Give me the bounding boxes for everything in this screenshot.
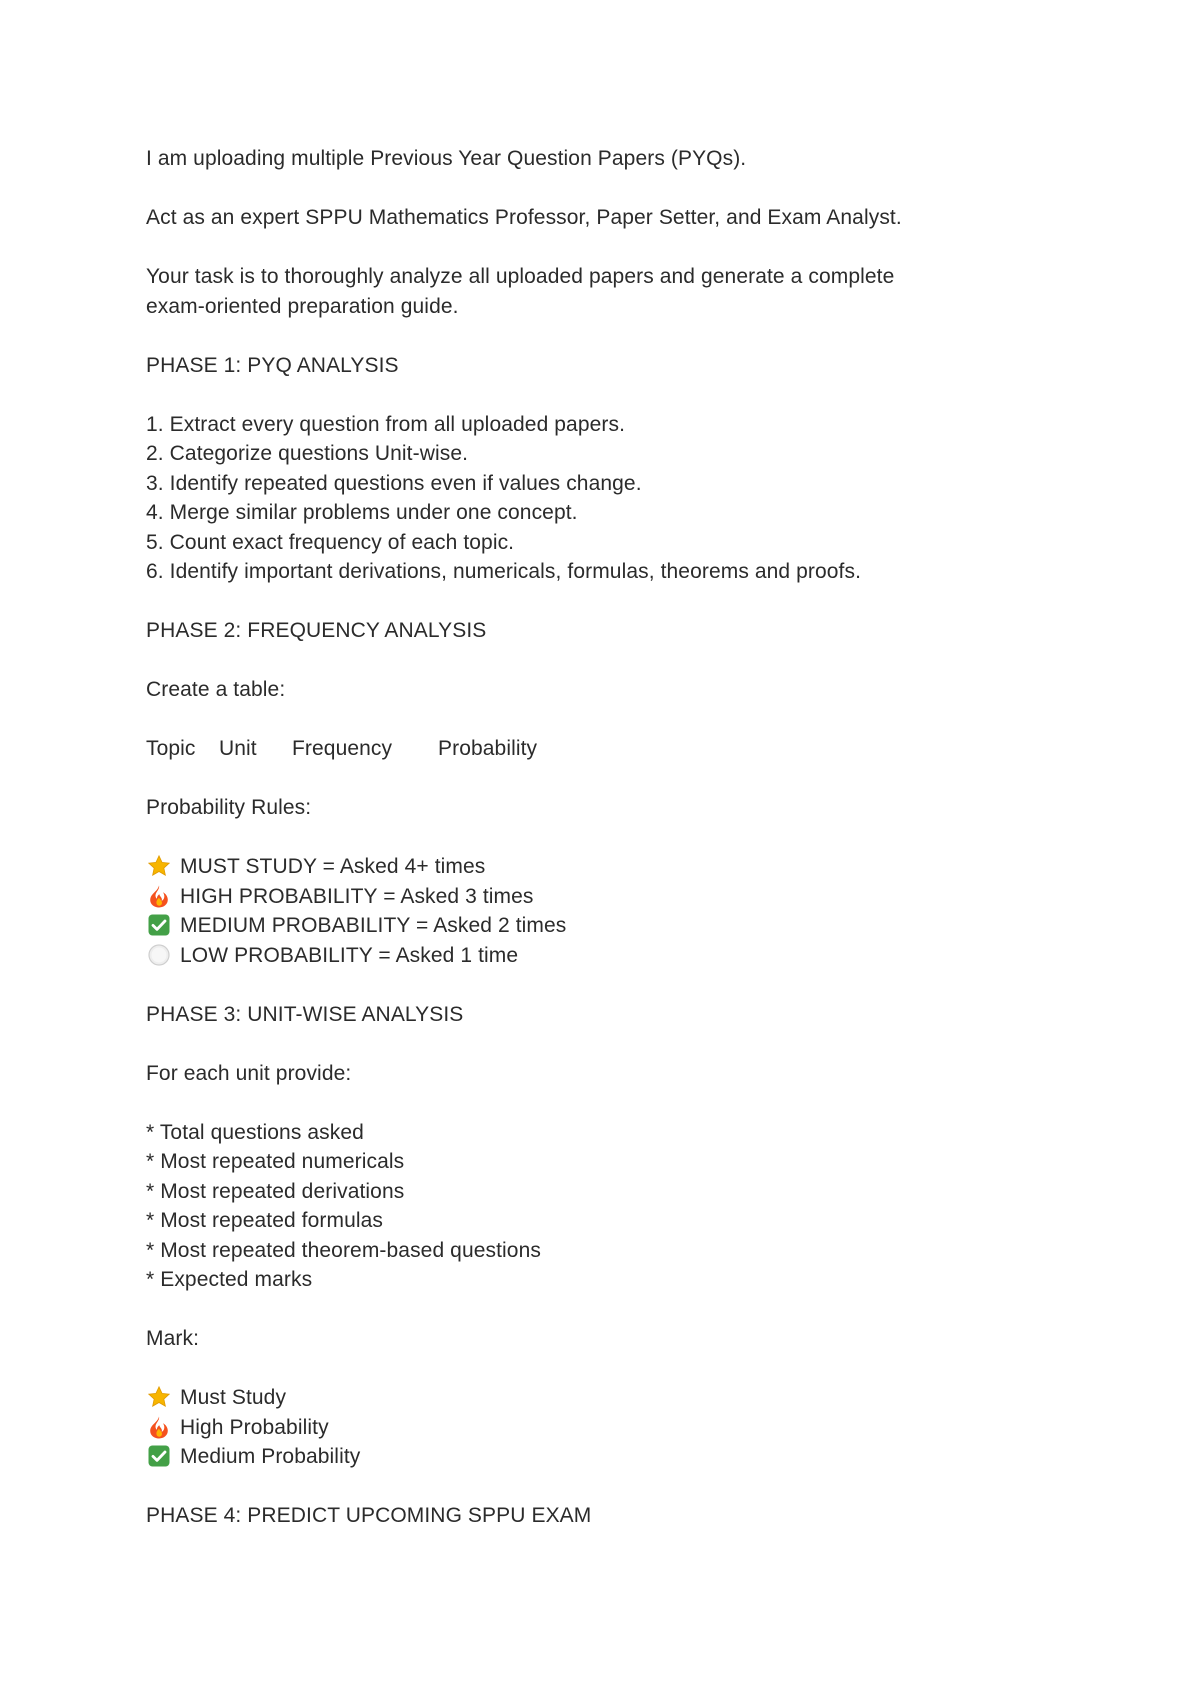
list-item: High Probability bbox=[146, 1413, 1106, 1443]
list-item: 3. Identify repeated questions even if values change. bbox=[146, 471, 642, 495]
table-header-topic: Topic bbox=[146, 737, 196, 760]
document-body bbox=[146, 144, 1106, 1531]
list-item: 2. Categorize questions Unit-wise. bbox=[146, 442, 469, 465]
list-item: Medium Probability bbox=[146, 1442, 1106, 1472]
list-item: 6. Identify important derivations, numericals, formulas, theorems and proofs. bbox=[146, 560, 862, 583]
list-item: 5. Count exact frequency of each topic. bbox=[146, 530, 515, 554]
star-icon bbox=[146, 1385, 172, 1407]
list-item: * Expected marks bbox=[146, 1268, 313, 1291]
list-item: HIGH PROBABILITY = Asked 3 times bbox=[146, 882, 1106, 912]
create-table-text: Create a table: bbox=[146, 678, 286, 701]
fire-icon bbox=[146, 884, 172, 906]
list-item: * Most repeated derivations bbox=[146, 1179, 405, 1203]
table-header-frequency: Frequency bbox=[292, 737, 393, 760]
phase4-heading: PHASE 4: PREDICT UPCOMING SPPU EXAM bbox=[146, 1504, 592, 1527]
probability-rules-list bbox=[146, 852, 1106, 970]
list-item: MUST STUDY = Asked 4+ times bbox=[146, 852, 1106, 882]
list-item: MEDIUM PROBABILITY = Asked 2 times bbox=[146, 911, 1106, 941]
table-header-unit: Unit bbox=[219, 737, 257, 760]
table-header-row bbox=[146, 734, 1106, 764]
check-icon bbox=[146, 913, 172, 935]
mark-title: Mark: bbox=[146, 1327, 199, 1350]
phase2-heading: PHASE 2: FREQUENCY ANALYSIS bbox=[146, 619, 487, 642]
intro-line-1: I am uploading multiple Previous Year Question Papers (PYQs). bbox=[146, 147, 747, 170]
fire-icon bbox=[146, 1415, 172, 1437]
list-item: Must Study bbox=[146, 1383, 1106, 1413]
probability-rules-title: Probability Rules: bbox=[146, 796, 312, 819]
list-item: * Most repeated theorem-based questions bbox=[146, 1238, 541, 1262]
list-item: * Total questions asked bbox=[146, 1120, 364, 1144]
check-icon bbox=[146, 1444, 172, 1466]
list-item: LOW PROBABILITY = Asked 1 time bbox=[146, 941, 1106, 971]
phase1-list bbox=[146, 410, 1106, 587]
star-icon bbox=[146, 854, 172, 876]
list-item: 4. Merge similar problems under one concept. bbox=[146, 501, 578, 524]
circle-icon bbox=[146, 943, 172, 965]
list-item: * Most repeated formulas bbox=[146, 1209, 384, 1232]
phase3-heading: PHASE 3: UNIT-WISE ANALYSIS bbox=[146, 1002, 464, 1026]
table-header-probability: Probability bbox=[438, 737, 538, 760]
intro-line-2: Act as an expert SPPU Mathematics Professor, Paper Setter, and Exam Analyst. bbox=[146, 206, 902, 229]
task-paragraph: Your task is to thoroughly analyze all uploaded papers and generate a complete exam-oriented preparation guide. bbox=[146, 265, 895, 318]
list-item: 1. Extract every question from all uploaded papers. bbox=[146, 412, 626, 436]
phase1-heading: PHASE 1: PYQ ANALYSIS bbox=[146, 353, 399, 377]
phase3-intro: For each unit provide: bbox=[146, 1061, 352, 1085]
mark-list bbox=[146, 1383, 1106, 1472]
phase3-list bbox=[146, 1118, 1106, 1295]
list-item: * Most repeated numericals bbox=[146, 1150, 405, 1173]
